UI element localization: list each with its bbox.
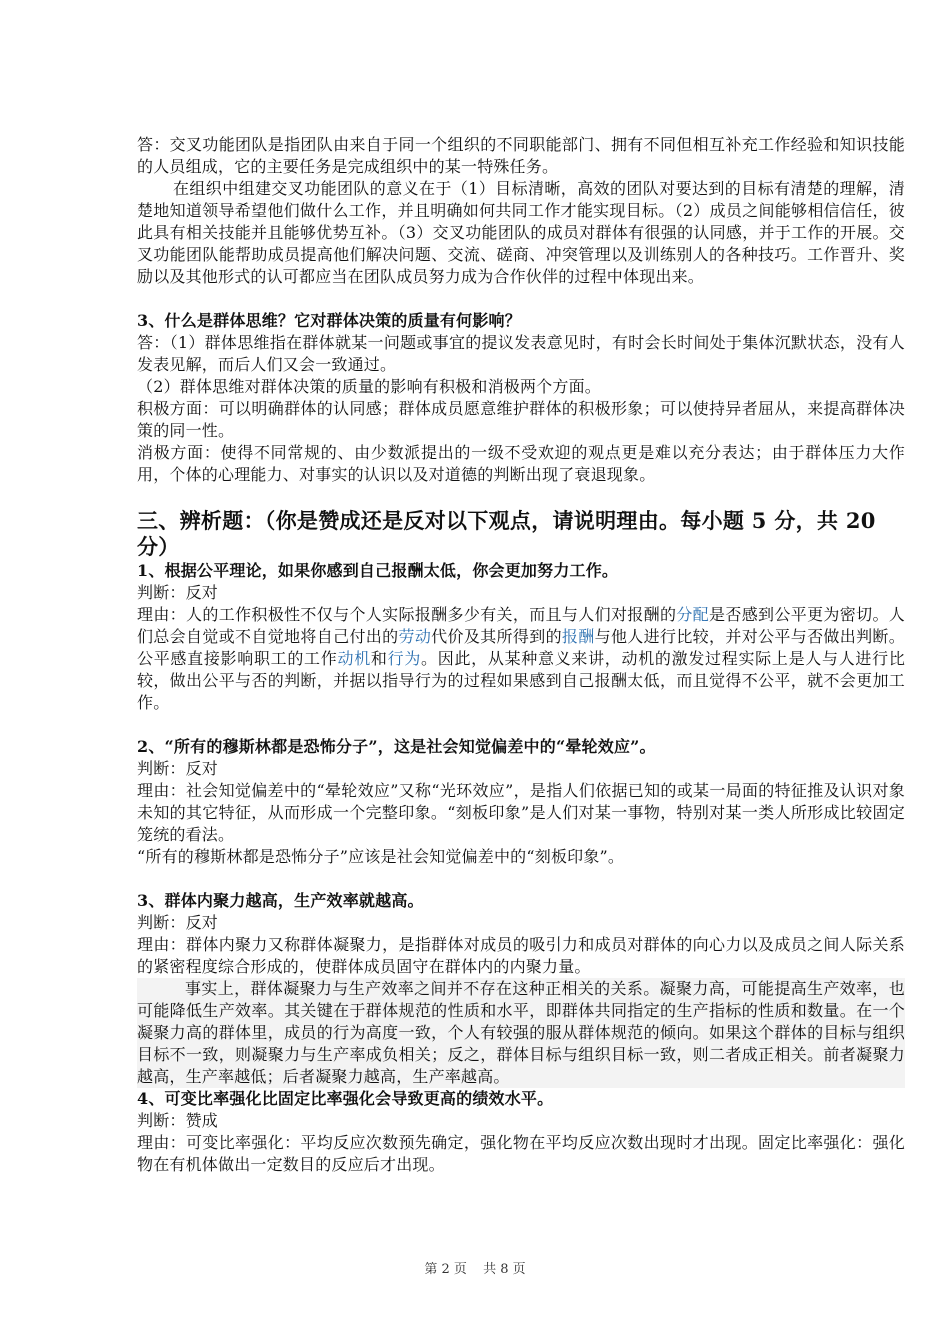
answer-paragraph: 答：（1）群体思维指在群体就某一问题或事宜的提议发表意见时，有时会长时间处于集体沉默状态，没有人发表见解，而后人们又会一致通过。 [137, 333, 905, 374]
reason-paragraph: 理由：社会知觉偏差中的“晕轮效应”又称“光环效应”，是指人们依据已知的或某一局面的特征推及认识对象未知的其它特征，从而形成一个完整印象。“刻板印象”是人们对某一事物，特别对某一类人所形成比较固定笼统的看法。 [137, 781, 905, 844]
answer-paragraph: 在组织中组建交叉功能团队的意义在于（1）目标清晰，高效的团队对要达到的目标有清楚的理解，清楚地知道领导希望他们做什么工作，并且明确如何共同工作才能实现目标。（2）成员之间能够相信信任，彼此具有相关技能并且能够优势互补。（3）交叉功能团队的成员对群体有很强的认同感，并于工作的开展。交叉功能团队能帮助成员提高他们解决问题、交流、磋商、冲突管理以及训练别人的各种技巧。工作晋升、奖励以及其他形式的认可都应当在团队成员努力成为合作伙伴的过程中体现出来。 [137, 179, 905, 286]
page-number: 第 2 页 [424, 1262, 467, 1277]
judgement-line: 判断：反对 [137, 759, 219, 778]
judgement-line: 判断：反对 [137, 583, 219, 602]
reason-paragraph: 理由：群体内聚力又称群体凝聚力，是指群体对成员的吸引力和成员对群体的向心力以及成员之间人际关系的紧密程度综合形成的，使群体成员固守在群体内的内聚力量。 [137, 935, 905, 976]
reason-paragraph: 事实上，群体凝聚力与生产效率之间并不存在这种正相关的关系。凝聚力高，可能提高生产效率，也可能降低生产效率。其关键在于群体规范的性质和水平，即群体共同指定的生产指标的性质和数量。在一个凝聚力高的群体里，成员的行为高度一致，个人有较强的服从群体规范的倾向。如果这个群体的目标与组织目标不一致，则凝聚力与生产率成负相关；反之，群体目标与组织目标一致，则二者成正相关。前者凝聚力越高，生产率越低；后者凝聚力越高，生产率越高。 [137, 979, 905, 1086]
answer-paragraph: 消极方面：使得不同常规的、由少数派提出的一级不受欢迎的观点更是难以充分表达；由于群体压力大作用，个体的心理能力、对事实的认识以及对道德的判断出现了衰退现象。 [137, 443, 905, 484]
question-title: 1、根据公平理论，如果你感到自己报酬太低，你会更加努力工作。 [137, 561, 619, 580]
link-baochou[interactable]: 报酬 [561, 627, 595, 646]
reason-paragraph: “所有的穆斯林都是恐怖分子”应该是社会知觉偏差中的“刻板印象”。 [137, 847, 625, 866]
page-total: 共 8 页 [483, 1262, 526, 1277]
link-dongji[interactable]: 动机 [337, 649, 371, 668]
question-title: 2、“所有的穆斯林都是恐怖分子”，这是社会知觉偏差中的“晕轮效应”。 [137, 737, 656, 756]
answer-paragraph: 积极方面：可以明确群体的认同感；群体成员愿意维护群体的积极形象；可以使持异者屈从，来提高群体决策的同一性。 [137, 399, 905, 440]
answer-paragraph: （2）群体思维对群体决策的质量的影响有积极和消极两个方面。 [137, 377, 601, 396]
question-title: 3、什么是群体思维？它对群体决策的质量有何影响？ [137, 311, 521, 330]
question-title: 4、可变比率强化比固定比率强化会导致更高的绩效水平。 [137, 1089, 554, 1108]
judgement-line: 判断：反对 [137, 913, 219, 932]
answer-paragraph: 答：交叉功能团队是指团队由来自于同一个组织的不同职能部门、拥有不同但相互补充工作经验和知识技能的人员组成，它的主要任务是完成组织中的某一特殊任务。 [137, 135, 905, 176]
judgement-line: 判断：赞成 [137, 1111, 219, 1130]
question-title: 3、群体内聚力越高，生产效率就越高。 [137, 891, 424, 910]
link-laodong[interactable]: 劳动 [398, 627, 432, 646]
reason-paragraph: 理由：可变比率强化：平均反应次数预先确定，强化物在平均反应次数出现时才出现。固定比率强化：强化物在有机体做出一定数目的反应后才出现。 [137, 1133, 905, 1174]
link-xingwei[interactable]: 行为 [387, 649, 422, 668]
document-page [137, 134, 905, 1176]
reason-paragraph: 理由：人的工作积极性不仅与个人实际报酬多少有关，而且与人们对报酬的分配是否感到公平更为密切。人们总会自觉或不自觉地将自己付出的劳动代价及其所得到的报酬与他人进行比较，并对公平与否做出判断。公平感直接影响职工的工作动机和行为。因此，从某种意义来讲，动机的激发过程实际上是人与人进行比较，做出公平与否的判断，并据以指导行为的过程如果感到自己报酬太低，而且觉得不公平，就不会更加工作。 [137, 605, 906, 712]
link-fenpei[interactable]: 分配 [676, 605, 710, 624]
section-title: 三、辨析题：（你是赞成还是反对以下观点，请说明理由。每小题 5 分，共 20 分） [137, 508, 876, 559]
page-footer [0, 1258, 950, 1277]
